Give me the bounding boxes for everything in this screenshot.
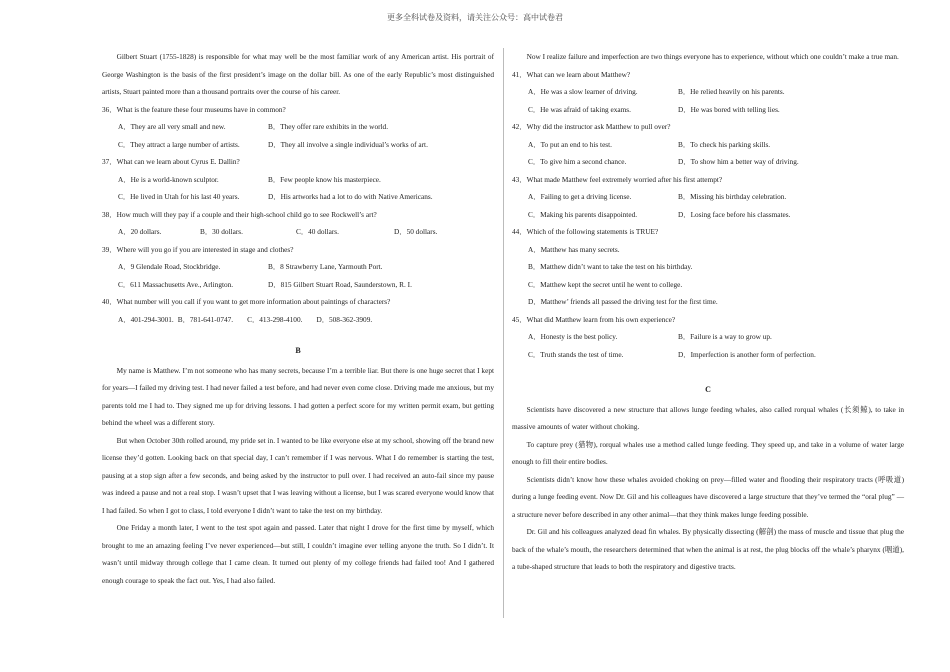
passage-b-paragraph-4: Now I realize failure and imperfection are two things everyone has to experience, without which one couldn’t make a true man.: [526, 52, 899, 61]
question-41-options: [512, 83, 904, 118]
option-40b: B．781-641-0747.: [177, 314, 234, 324]
question-41: 41．What can we learn about Matthew?: [512, 69, 631, 79]
passage-c-paragraph-1: Scientists have discovered a new structure that allows lunge feeding whales, also called rorqual whales (长须鲸), to take in massive amounts of water without choking.: [512, 404, 904, 431]
option-39a: A．9 Glendale Road, Stockbridge.: [118, 262, 221, 271]
option-45d: D．Imperfection is another form of perfection.: [678, 349, 816, 359]
option-38d: D．50 dollars.: [394, 227, 438, 236]
question-44-options: [512, 241, 904, 311]
option-38b: B．30 dollars.: [200, 227, 243, 236]
question-45-options: [512, 328, 904, 363]
question-36: 36．What is the feature these four museums have in common?: [102, 104, 286, 114]
option-37c: C．He lived in Utah for his last 40 years.: [118, 192, 240, 201]
question-36-options: [102, 118, 494, 153]
option-40c: C．413-298-4100.: [247, 314, 303, 324]
question-38-options: [102, 223, 494, 241]
option-44c: C．Matthew kept the secret until he went to college.: [528, 279, 683, 289]
passage-c-paragraph-4: Dr. Gil and his colleagues analyzed dead fin whales. By physically dissecting (解剖) the mass of muscle and tissue that plug the back of the whale’s mouth, the researchers determined that when the animal is at rest, the plug blocks off the whale’s pharynx (咽道), a tube-shaped structure that leads to both the respiratory and digestive tracts.: [512, 527, 904, 571]
option-36c: C．They attract a large number of artists.: [118, 139, 240, 149]
option-39d: D．815 Gilbert Stuart Road, Saunderstown, R. I.: [268, 279, 412, 289]
option-36b: B．They offer rare exhibits in the world.: [268, 122, 389, 131]
question-37-options: [102, 171, 494, 206]
question-38: 38．How much will they pay if a couple and their high-school child go to see Rockwell’s art?: [102, 209, 377, 219]
section-b-heading: B: [295, 346, 301, 355]
option-41a: A．He was a slow learner of driving.: [528, 87, 638, 96]
option-42b: B．To check his parking skills.: [678, 139, 771, 149]
option-42a: A．To put an end to his test.: [528, 139, 613, 149]
option-37a: A．He is a world-known sculptor.: [118, 174, 219, 184]
option-41c: C．He was afraid of taking exams.: [528, 104, 631, 114]
passage-c-paragraph-3: Scientists didn’t know how these whales avoided choking on prey—filled water and flooding their respiratory tracts (呼吸道) during a lunge feeding event. Now Dr. Gil and his colleagues have discovered a large structure that they’ve termed the “oral plug” —a structure never before described in any other animal—that they think makes lunge feeding possible.: [512, 474, 904, 519]
page-header: 更多全科试卷及资料，请关注公众号：高中试卷君: [387, 13, 563, 22]
option-43c: C．Making his parents disappointed.: [528, 209, 638, 219]
option-40a: A．401-294-3001.: [118, 314, 174, 324]
option-39b: B．8 Strawberry Lane, Yarmouth Port.: [268, 262, 383, 271]
question-44: 44．Which of the following statements is TRUE?: [512, 227, 659, 236]
question-45: 45．What did Matthew learn from his own experience?: [512, 314, 676, 324]
option-45c: C．Truth stands the test of time.: [528, 349, 624, 359]
option-39c: C．611 Massachusetts Ave., Arlington.: [118, 279, 234, 289]
option-43d: D．Losing face before his classmates.: [678, 209, 791, 219]
option-45b: B．Failure is a way to grow up.: [678, 332, 772, 341]
question-43-options: [512, 188, 904, 223]
option-36a: A．They are all very small and new.: [118, 122, 226, 131]
passage-c-paragraph-2: To capture prey (猎物), rorqual whales use a method called lunge feeding. They speed up, and take in a volume of water large enough to fill their entire bodies.: [512, 439, 904, 466]
right-column: [512, 48, 904, 576]
option-41b: B．He relied heavily on his parents.: [678, 87, 785, 96]
column-divider: [503, 48, 504, 618]
option-43a: A．Failing to get a driving license.: [528, 192, 632, 201]
option-44a: A．Matthew has many secrets.: [528, 244, 620, 254]
option-41d: D．He was bored with telling lies.: [678, 104, 780, 114]
option-38c: C．40 dollars.: [296, 227, 339, 236]
question-37: 37．What can we learn about Cyrus E. Dallin?: [102, 157, 240, 166]
question-42: 42．Why did the instructor ask Matthew to pull over?: [512, 122, 671, 131]
option-43b: B．Missing his birthday celebration.: [678, 192, 787, 201]
option-44b: B．Matthew didn’t want to take the test on his birthday.: [528, 262, 693, 271]
passage-b-paragraph-1: My name is Matthew. I’m not someone who has many secrets, because I’m a terrible liar. But there is one huge secret that I kept for years—I failed my driving test. I had never failed a test before, and had never even come close. Driving made me anxious, but my parents told me I had to. They signed me up for driving lessons. I had gotten a perfect score for my written permit exam, but getting behind the wheel was a different story.: [102, 365, 494, 427]
option-44d: D．Matthew’ friends all passed the driving test for the first time.: [528, 297, 718, 306]
option-37b: B．Few people know his masterpiece.: [268, 174, 381, 184]
question-43: 43．What made Matthew feel extremely worried after his first attempt?: [512, 174, 723, 184]
option-45a: A．Honesty is the best policy.: [528, 332, 618, 341]
question-39-options: [102, 258, 494, 293]
option-42c: C．To give him a second chance.: [528, 157, 627, 166]
option-36d: D．They all involve a single individual’s works of art.: [268, 139, 428, 149]
left-column: [102, 48, 494, 589]
question-40-options: [102, 311, 494, 329]
passage-b-paragraph-2: But when October 30th rolled around, my pride set in. I wanted to be like everyone else at my school, showing off the brand new license they’d gotten. Looking back on that special day, I can’t remember if I was nervous. What I do remember is starting the test, pausing at a stop sign after a few seconds, and being asked by the instructor to pull over. I had received an auto-fail since my pause was indeed a pause and not a real stop. I wasn’t upset that I was leaving without a license, but I was scared everyone would know that I had failed. So when I got to class, I told everyone I didn’t want to take the test on my birthday.: [102, 435, 494, 515]
question-39: 39．Where will you go if you are interested in stage and clothes?: [102, 244, 294, 254]
option-40d: D．508-362-3909.: [316, 314, 373, 324]
option-37d: D．His artworks had a lot to do with Native Americans.: [268, 192, 433, 201]
option-38a: A．20 dollars.: [118, 227, 162, 236]
question-42-options: [512, 136, 904, 171]
question-40: 40．What number will you call if you want to get more information about paintings of characters?: [102, 297, 391, 306]
passage-b-paragraph-3: One Friday a month later, I went to the test spot again and passed. Later that night I drove for the first time by myself, which brought to me an amazing feeling I’ve never experienced—but still, I couldn’t imagine ever telling anyone the truth. So I didn’t. It wasn’t until midway through college that I came clean. It turned out plenty of my college friends had failed too! And I gathered enough courage to speak the fact out. Yes, I had also failed.: [102, 523, 494, 585]
option-42d: D．To show him a better way of driving.: [678, 157, 799, 166]
section-c-heading: C: [705, 385, 711, 394]
passage-a-tail: Gilbert Stuart (1755-1828) is responsible for what may well be the most familiar work of any American artist. His portrait of George Washington is the basis of the first president’s image on the dollar bill. As one of the early Republic’s most distinguished artists, Stuart painted more than a thousand portraits over the course of his career.: [102, 52, 494, 96]
